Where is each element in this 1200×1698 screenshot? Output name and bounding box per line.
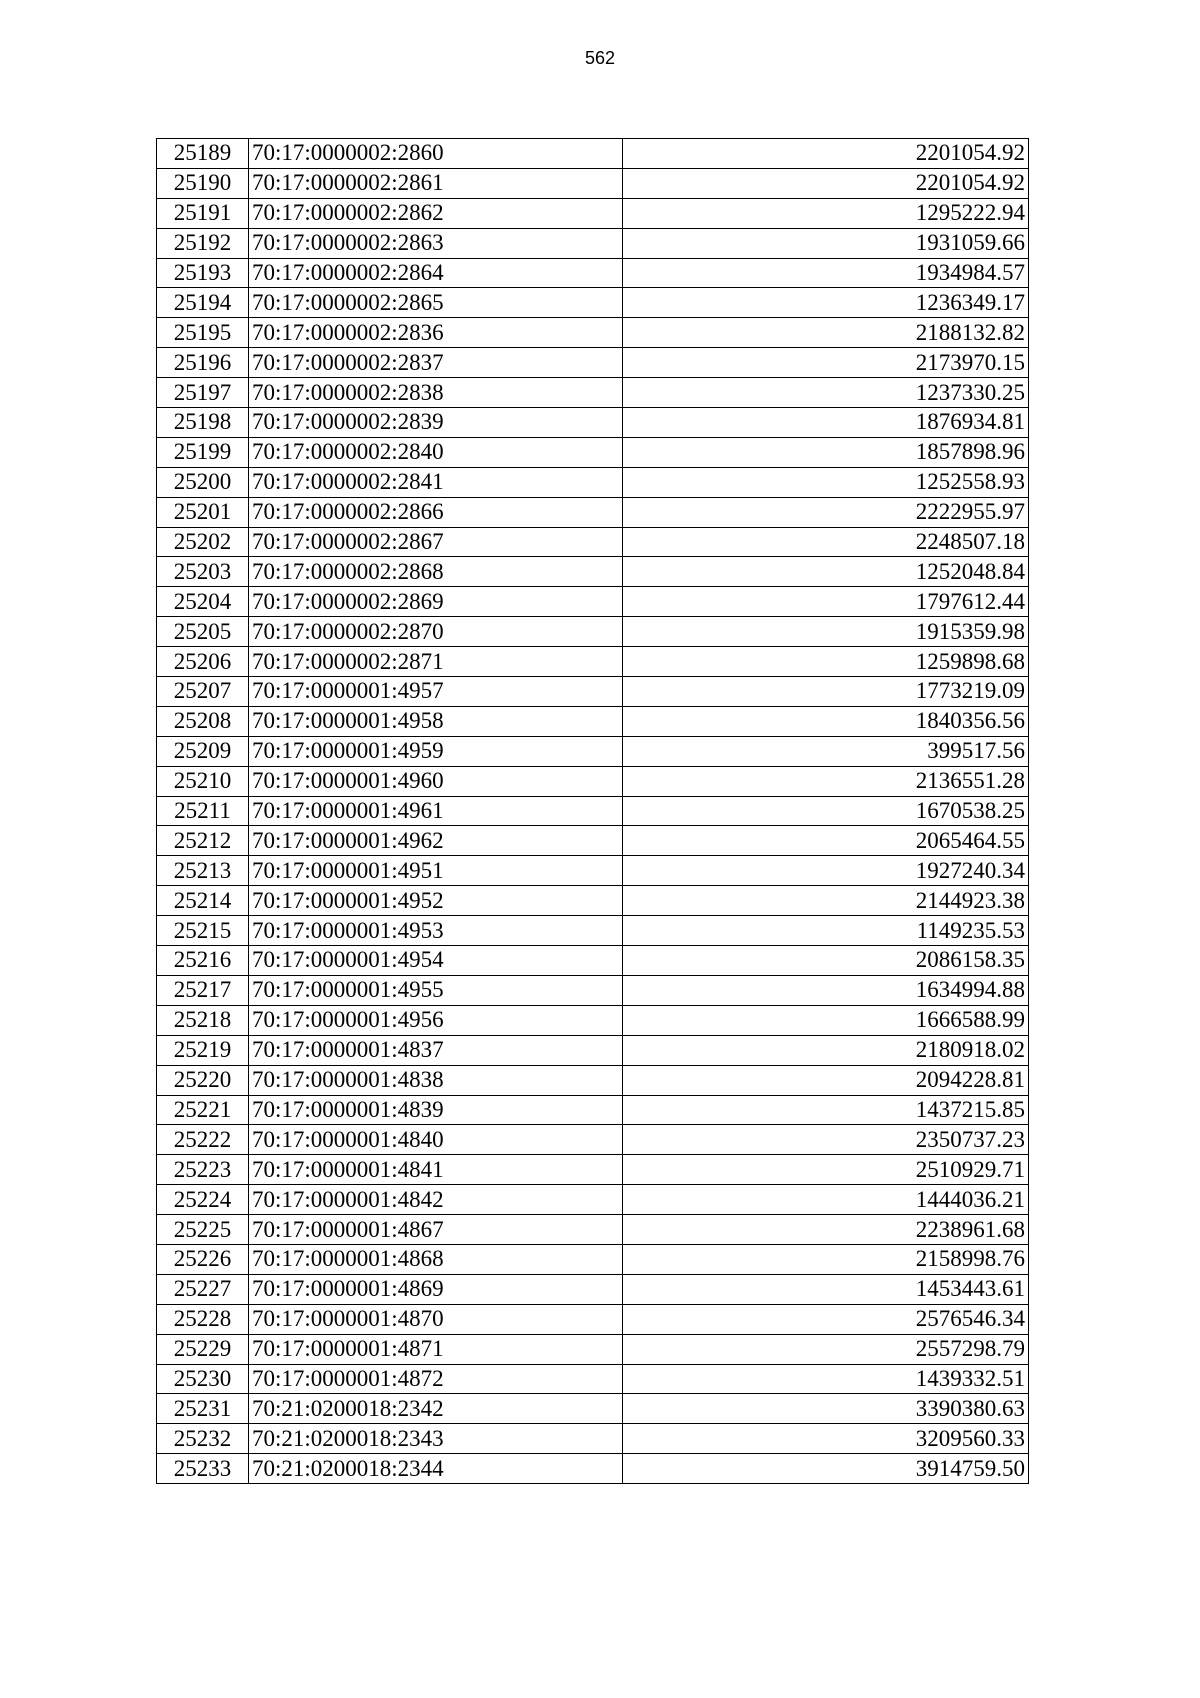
cadastral-value-cell: 2144923.38 bbox=[623, 886, 1029, 916]
cadastral-value-cell: 1797612.44 bbox=[623, 587, 1029, 617]
cadastral-value-cell: 2201054.92 bbox=[623, 168, 1029, 198]
cadastral-value-cell: 3209560.33 bbox=[623, 1424, 1029, 1454]
cadastral-number-cell: 70:17:0000001:4960 bbox=[249, 766, 623, 796]
table-row bbox=[157, 916, 1029, 946]
cadastral-number-cell: 70:17:0000001:4957 bbox=[249, 677, 623, 707]
table-row bbox=[157, 1065, 1029, 1095]
cadastral-value-cell: 1149235.53 bbox=[623, 916, 1029, 946]
cadastral-value-cell: 1237330.25 bbox=[623, 378, 1029, 408]
cadastral-number-cell: 70:17:0000002:2869 bbox=[249, 587, 623, 617]
row-number-cell: 25209 bbox=[157, 736, 249, 766]
cadastral-value-cell: 1773219.09 bbox=[623, 677, 1029, 707]
table-row bbox=[157, 228, 1029, 258]
cadastral-number-cell: 70:21:0200018:2344 bbox=[249, 1454, 623, 1484]
table-row bbox=[157, 168, 1029, 198]
cadastral-number-cell: 70:17:0000002:2867 bbox=[249, 527, 623, 557]
cadastral-value-cell: 2094228.81 bbox=[623, 1065, 1029, 1095]
cadastral-value-cell: 1666588.99 bbox=[623, 1005, 1029, 1035]
table-row bbox=[157, 736, 1029, 766]
table-row bbox=[157, 288, 1029, 318]
cadastral-value-cell: 2248507.18 bbox=[623, 527, 1029, 557]
row-number-cell: 25229 bbox=[157, 1334, 249, 1364]
table-row bbox=[157, 587, 1029, 617]
table-row bbox=[157, 1125, 1029, 1155]
cadastral-number-cell: 70:17:0000001:4867 bbox=[249, 1215, 623, 1245]
cadastral-number-cell: 70:17:0000002:2861 bbox=[249, 168, 623, 198]
row-number-cell: 25232 bbox=[157, 1424, 249, 1454]
row-number-cell: 25195 bbox=[157, 318, 249, 348]
cadastral-value-cell: 2576546.34 bbox=[623, 1304, 1029, 1334]
table-row bbox=[157, 1424, 1029, 1454]
cadastral-number-cell: 70:17:0000001:4842 bbox=[249, 1185, 623, 1215]
row-number-cell: 25206 bbox=[157, 647, 249, 677]
table-row bbox=[157, 946, 1029, 976]
cadastral-number-cell: 70:17:0000001:4958 bbox=[249, 706, 623, 736]
table-row bbox=[157, 557, 1029, 587]
row-number-cell: 25227 bbox=[157, 1274, 249, 1304]
cadastral-value-cell: 1295222.94 bbox=[623, 198, 1029, 228]
table-row bbox=[157, 1035, 1029, 1065]
table-row bbox=[157, 706, 1029, 736]
table-row bbox=[157, 886, 1029, 916]
cadastral-value-cell: 2222955.97 bbox=[623, 497, 1029, 527]
row-number-cell: 25200 bbox=[157, 467, 249, 497]
cadastral-number-cell: 70:17:0000002:2870 bbox=[249, 617, 623, 647]
row-number-cell: 25207 bbox=[157, 677, 249, 707]
row-number-cell: 25191 bbox=[157, 198, 249, 228]
row-number-cell: 25213 bbox=[157, 856, 249, 886]
table-row bbox=[157, 437, 1029, 467]
cadastral-value-cell: 1876934.81 bbox=[623, 408, 1029, 438]
cadastral-value-cell: 1252048.84 bbox=[623, 557, 1029, 587]
row-number-cell: 25198 bbox=[157, 408, 249, 438]
table-row bbox=[157, 826, 1029, 856]
row-number-cell: 25201 bbox=[157, 497, 249, 527]
cadastral-value-cell: 3914759.50 bbox=[623, 1454, 1029, 1484]
table-row bbox=[157, 677, 1029, 707]
cadastral-number-cell: 70:17:0000002:2868 bbox=[249, 557, 623, 587]
table-row bbox=[157, 1454, 1029, 1484]
table-row bbox=[157, 139, 1029, 169]
row-number-cell: 25190 bbox=[157, 168, 249, 198]
cadastral-value-cell: 2136551.28 bbox=[623, 766, 1029, 796]
row-number-cell: 25228 bbox=[157, 1304, 249, 1334]
cadastral-value-cell: 1931059.66 bbox=[623, 228, 1029, 258]
cadastral-number-cell: 70:17:0000002:2864 bbox=[249, 258, 623, 288]
cadastral-value-cell: 1439332.51 bbox=[623, 1364, 1029, 1394]
row-number-cell: 25204 bbox=[157, 587, 249, 617]
cadastral-number-cell: 70:17:0000001:4838 bbox=[249, 1065, 623, 1095]
page-number: 562 bbox=[584, 48, 616, 68]
table-row bbox=[157, 258, 1029, 288]
cadastral-value-cell: 2086158.35 bbox=[623, 946, 1029, 976]
table-row bbox=[157, 198, 1029, 228]
row-number-cell: 25196 bbox=[157, 348, 249, 378]
row-number-cell: 25217 bbox=[157, 975, 249, 1005]
table-row bbox=[157, 975, 1029, 1005]
table-row bbox=[157, 766, 1029, 796]
cadastral-value-cell: 1857898.96 bbox=[623, 437, 1029, 467]
table-body bbox=[157, 139, 1029, 1484]
row-number-cell: 25220 bbox=[157, 1065, 249, 1095]
cadastral-number-cell: 70:17:0000001:4871 bbox=[249, 1334, 623, 1364]
row-number-cell: 25219 bbox=[157, 1035, 249, 1065]
row-number-cell: 25221 bbox=[157, 1095, 249, 1125]
table-row bbox=[157, 1215, 1029, 1245]
table-row bbox=[157, 467, 1029, 497]
cadastral-number-cell: 70:17:0000001:4837 bbox=[249, 1035, 623, 1065]
cadastral-number-cell: 70:21:0200018:2342 bbox=[249, 1394, 623, 1424]
row-number-cell: 25202 bbox=[157, 527, 249, 557]
cadastral-value-table bbox=[156, 138, 1029, 1484]
row-number-cell: 25231 bbox=[157, 1394, 249, 1424]
table-row bbox=[157, 1185, 1029, 1215]
table-row bbox=[157, 617, 1029, 647]
cadastral-value-cell: 1634994.88 bbox=[623, 975, 1029, 1005]
cadastral-number-cell: 70:17:0000001:4841 bbox=[249, 1155, 623, 1185]
table-row bbox=[157, 1394, 1029, 1424]
cadastral-value-cell: 1252558.93 bbox=[623, 467, 1029, 497]
cadastral-number-cell: 70:21:0200018:2343 bbox=[249, 1424, 623, 1454]
row-number-cell: 25214 bbox=[157, 886, 249, 916]
row-number-cell: 25203 bbox=[157, 557, 249, 587]
cadastral-number-cell: 70:17:0000002:2865 bbox=[249, 288, 623, 318]
row-number-cell: 25216 bbox=[157, 946, 249, 976]
cadastral-number-cell: 70:17:0000002:2841 bbox=[249, 467, 623, 497]
cadastral-number-cell: 70:17:0000001:4962 bbox=[249, 826, 623, 856]
cadastral-number-cell: 70:17:0000002:2862 bbox=[249, 198, 623, 228]
table-row bbox=[157, 318, 1029, 348]
row-number-cell: 25197 bbox=[157, 378, 249, 408]
cadastral-value-cell: 2188132.82 bbox=[623, 318, 1029, 348]
table-row bbox=[157, 1274, 1029, 1304]
cadastral-number-cell: 70:17:0000002:2839 bbox=[249, 408, 623, 438]
cadastral-number-cell: 70:17:0000001:4959 bbox=[249, 736, 623, 766]
table-row bbox=[157, 796, 1029, 826]
table-row bbox=[157, 1095, 1029, 1125]
row-number-cell: 25205 bbox=[157, 617, 249, 647]
cadastral-value-cell: 2510929.71 bbox=[623, 1155, 1029, 1185]
cadastral-value-cell: 2158998.76 bbox=[623, 1244, 1029, 1274]
cadastral-number-cell: 70:17:0000001:4872 bbox=[249, 1364, 623, 1394]
table-row bbox=[157, 856, 1029, 886]
cadastral-value-cell: 1934984.57 bbox=[623, 258, 1029, 288]
cadastral-value-cell: 1453443.61 bbox=[623, 1274, 1029, 1304]
row-number-cell: 25211 bbox=[157, 796, 249, 826]
cadastral-number-cell: 70:17:0000002:2840 bbox=[249, 437, 623, 467]
row-number-cell: 25194 bbox=[157, 288, 249, 318]
cadastral-value-cell: 2180918.02 bbox=[623, 1035, 1029, 1065]
table-row bbox=[157, 1334, 1029, 1364]
cadastral-number-cell: 70:17:0000002:2863 bbox=[249, 228, 623, 258]
table-row bbox=[157, 1005, 1029, 1035]
row-number-cell: 25212 bbox=[157, 826, 249, 856]
cadastral-number-cell: 70:17:0000001:4870 bbox=[249, 1304, 623, 1334]
table-row bbox=[157, 1304, 1029, 1334]
table-row bbox=[157, 1364, 1029, 1394]
row-number-cell: 25199 bbox=[157, 437, 249, 467]
cadastral-number-cell: 70:17:0000001:4951 bbox=[249, 856, 623, 886]
cadastral-value-cell: 2065464.55 bbox=[623, 826, 1029, 856]
cadastral-value-cell: 1927240.34 bbox=[623, 856, 1029, 886]
table-row bbox=[157, 1244, 1029, 1274]
cadastral-number-cell: 70:17:0000002:2837 bbox=[249, 348, 623, 378]
cadastral-number-cell: 70:17:0000001:4868 bbox=[249, 1244, 623, 1274]
cadastral-value-cell: 1236349.17 bbox=[623, 288, 1029, 318]
cadastral-value-cell: 1840356.56 bbox=[623, 706, 1029, 736]
cadastral-value-cell: 1444036.21 bbox=[623, 1185, 1029, 1215]
cadastral-value-cell: 2350737.23 bbox=[623, 1125, 1029, 1155]
row-number-cell: 25208 bbox=[157, 706, 249, 736]
row-number-cell: 25215 bbox=[157, 916, 249, 946]
table-row bbox=[157, 408, 1029, 438]
table-row bbox=[157, 1155, 1029, 1185]
table-row bbox=[157, 378, 1029, 408]
cadastral-number-cell: 70:17:0000001:4869 bbox=[249, 1274, 623, 1304]
cadastral-number-cell: 70:17:0000002:2871 bbox=[249, 647, 623, 677]
row-number-cell: 25233 bbox=[157, 1454, 249, 1484]
cadastral-value-cell: 2201054.92 bbox=[623, 139, 1029, 169]
cadastral-value-cell: 3390380.63 bbox=[623, 1394, 1029, 1424]
cadastral-number-cell: 70:17:0000001:4952 bbox=[249, 886, 623, 916]
table-row bbox=[157, 647, 1029, 677]
cadastral-value-cell: 2173970.15 bbox=[623, 348, 1029, 378]
cadastral-number-cell: 70:17:0000001:4961 bbox=[249, 796, 623, 826]
cadastral-number-cell: 70:17:0000002:2836 bbox=[249, 318, 623, 348]
cadastral-number-cell: 70:17:0000001:4839 bbox=[249, 1095, 623, 1125]
cadastral-number-cell: 70:17:0000001:4953 bbox=[249, 916, 623, 946]
cadastral-number-cell: 70:17:0000002:2838 bbox=[249, 378, 623, 408]
cadastral-value-cell: 2238961.68 bbox=[623, 1215, 1029, 1245]
row-number-cell: 25223 bbox=[157, 1155, 249, 1185]
table-row bbox=[157, 527, 1029, 557]
cadastral-number-cell: 70:17:0000002:2866 bbox=[249, 497, 623, 527]
cadastral-value-cell: 1915359.98 bbox=[623, 617, 1029, 647]
cadastral-value-cell: 2557298.79 bbox=[623, 1334, 1029, 1364]
row-number-cell: 25222 bbox=[157, 1125, 249, 1155]
cadastral-number-cell: 70:17:0000002:2860 bbox=[249, 139, 623, 169]
cadastral-value-cell: 1670538.25 bbox=[623, 796, 1029, 826]
table-row bbox=[157, 497, 1029, 527]
cadastral-number-cell: 70:17:0000001:4956 bbox=[249, 1005, 623, 1035]
row-number-cell: 25230 bbox=[157, 1364, 249, 1394]
cadastral-number-cell: 70:17:0000001:4840 bbox=[249, 1125, 623, 1155]
table-row bbox=[157, 348, 1029, 378]
row-number-cell: 25189 bbox=[157, 139, 249, 169]
row-number-cell: 25193 bbox=[157, 258, 249, 288]
cadastral-value-cell: 399517.56 bbox=[623, 736, 1029, 766]
row-number-cell: 25210 bbox=[157, 766, 249, 796]
row-number-cell: 25192 bbox=[157, 228, 249, 258]
row-number-cell: 25226 bbox=[157, 1244, 249, 1274]
cadastral-number-cell: 70:17:0000001:4954 bbox=[249, 946, 623, 976]
cadastral-value-cell: 1437215.85 bbox=[623, 1095, 1029, 1125]
row-number-cell: 25225 bbox=[157, 1215, 249, 1245]
cadastral-number-cell: 70:17:0000001:4955 bbox=[249, 975, 623, 1005]
cadastral-value-cell: 1259898.68 bbox=[623, 647, 1029, 677]
row-number-cell: 25224 bbox=[157, 1185, 249, 1215]
row-number-cell: 25218 bbox=[157, 1005, 249, 1035]
